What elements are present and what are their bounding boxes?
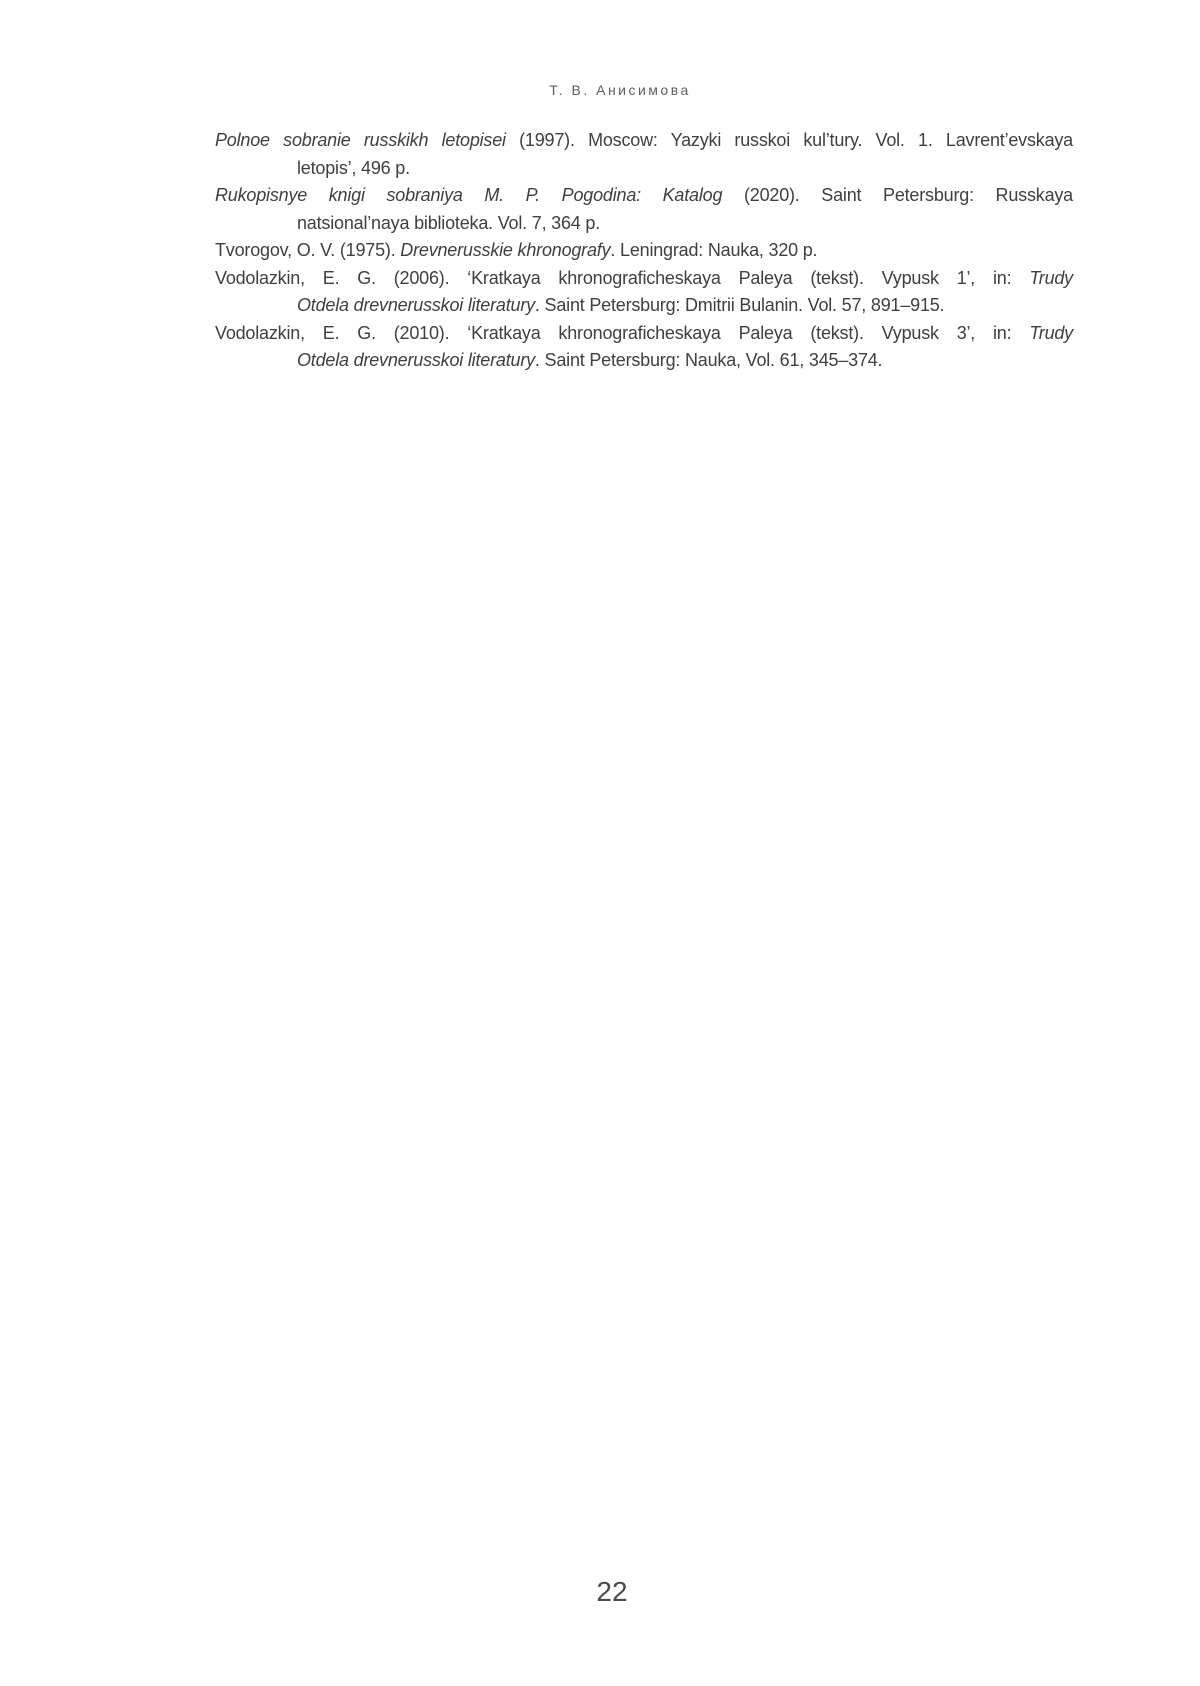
page-number: 22: [596, 1576, 628, 1607]
reference-line: Polnoe sobranie russkikh letopisei (1997). Moscow: Yazyki russkoi kul’tury. Vol. 1. Lavrent’evskaya: [215, 130, 1073, 150]
references-list: [215, 127, 1073, 375]
reference-entry: [215, 320, 1073, 375]
reference-line: Otdela drevnerusskoi literatury. Saint Petersburg: Dmitrii Bulanin. Vol. 57, 891–915.: [297, 295, 945, 315]
reference-line: natsional’naya biblioteka. Vol. 7, 364 p.: [297, 212, 601, 233]
reference-entry: [215, 182, 1073, 237]
reference-line: Otdela drevnerusskoi literatury. Saint Petersburg: Nauka, Vol. 61, 345–374.: [297, 350, 883, 370]
reference-entry: [215, 265, 1073, 320]
reference-line: Vodolazkin, E. G. (2006). ‘Kratkaya khronograficheskaya Paleya (tekst). Vypusk 1’, in: Trudy: [215, 267, 1073, 288]
reference-entry: [215, 127, 1073, 182]
reference-line: letopis’, 496 p.: [297, 157, 410, 178]
reference-line: Rukopisnye knigi sobraniya M. P. Pogodina: Katalog (2020). Saint Petersburg: Russkaya: [215, 185, 1073, 205]
running-head: Т. В. Анисимова: [549, 82, 691, 98]
reference-entry: [215, 237, 1073, 265]
reference-line: Tvorogov, O. V. (1975). Drevnerusskie khronografy. Leningrad: Nauka, 320 p.: [215, 240, 818, 260]
reference-line: Vodolazkin, E. G. (2010). ‘Kratkaya khronograficheskaya Paleya (tekst). Vypusk 3’, in: Trudy: [215, 322, 1073, 343]
